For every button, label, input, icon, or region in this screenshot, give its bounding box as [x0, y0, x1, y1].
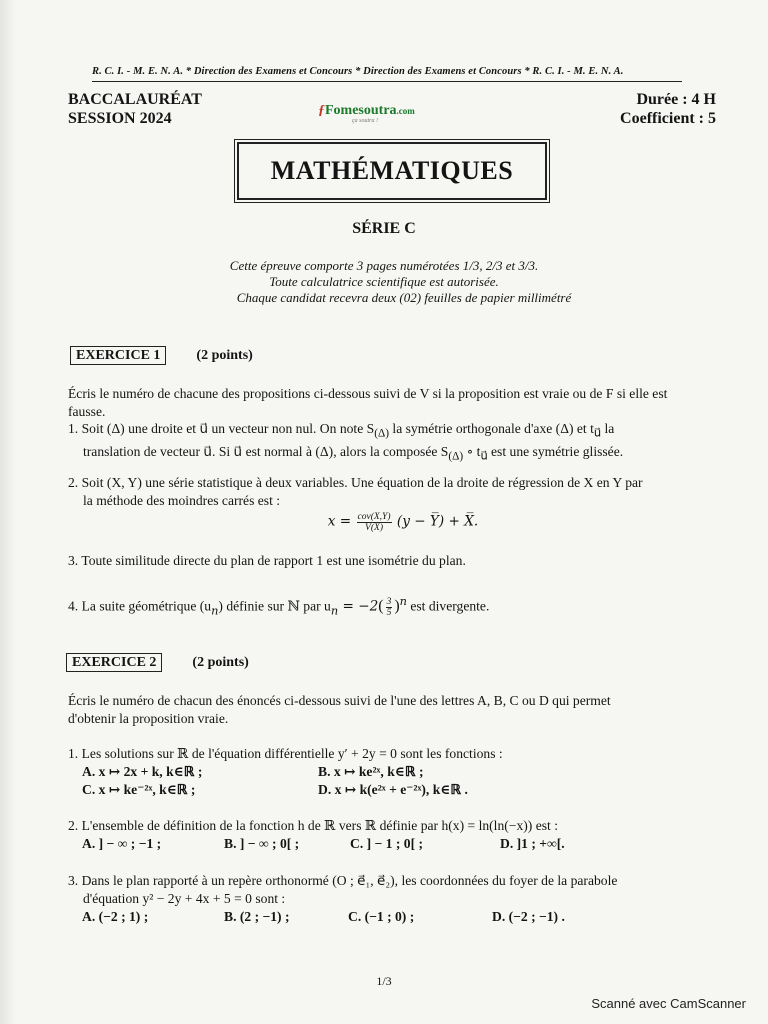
fraction-numerator: cov(X,Y) [357, 512, 391, 522]
item-1-line-2 [68, 443, 708, 466]
question-3-line-1 [68, 872, 708, 890]
choice-A: A. x ↦ 2x + k, k∈ℝ ; [82, 764, 203, 779]
exponent: n [399, 594, 407, 608]
item-text: ) définie sur ℕ par u [218, 598, 331, 614]
item-text: Soit (Δ) une droite et u⃗ un vecteur non nul. On note S [81, 421, 375, 436]
fraction-denominator: V(X) [365, 523, 383, 533]
exam-duration: Durée : 4 H [636, 91, 716, 108]
question-text: L'ensemble de définition de la fonction h de ℝ vers ℝ définie par h(x) = ln(ln(−x)) est : [81, 818, 558, 833]
choice-B: B. ] − ∞ ; 0[ ; [224, 836, 300, 851]
exercise-2-instruction [68, 692, 708, 728]
formula-lhs: x = [327, 513, 352, 530]
serie-label: SÉRIE C [352, 220, 416, 237]
exam-info [68, 90, 202, 128]
item-number: 1. [68, 421, 79, 436]
exercise-1-item-2 [68, 474, 708, 533]
item-text: Toute similitude directe du plan de rapport 1 est une isométrie du plan. [81, 553, 466, 568]
choice-A: A. (−2 ; 1) ; [82, 909, 149, 924]
question-text: Dans le plan rapporté à un repère orthonormé (O ; e⃗₁, e⃗₂), les coordonnées du foyer de la parabole [81, 873, 618, 888]
exercise-2-label: EXERCICE 2 [66, 653, 162, 672]
item-text: ∘ t [463, 443, 481, 459]
instruction-pages: Cette épreuve comporte 3 pages numérotées 1/3, 2/3 et 3/3. [229, 258, 539, 273]
exam-session: SESSION 2024 [68, 110, 172, 127]
item-number: 3. [68, 873, 79, 888]
logo-domain: .com [396, 106, 415, 116]
fraction-numerator: 3 [386, 596, 392, 607]
exercise-2-question-3 [68, 872, 708, 908]
formula-rhs: (y − Y̅) + X̅. [396, 513, 479, 530]
item-number: 2. [68, 818, 79, 833]
exam-meta [620, 90, 716, 128]
exam-coefficient: Coefficient : 5 [620, 110, 716, 127]
item-text: La suite géométrique (u [81, 598, 212, 614]
choice-B: B. (2 ; −1) ; [224, 909, 290, 924]
exercise-1-label: EXERCICE 1 [70, 346, 166, 365]
subscript: n [330, 603, 339, 618]
question-1-choices [82, 763, 702, 799]
subscript: u⃗ [593, 427, 602, 440]
item-number: 2. [68, 475, 79, 490]
item-1-line-1 [68, 420, 708, 443]
item-number: 4. [68, 598, 79, 614]
institution-header-line: R. C. I. - M. E. N. A. * Direction des Examens et Concours * Direction des Examens et Concours * R. C. I. - M. E. N. A. [92, 66, 624, 77]
item-number: 1. [68, 746, 79, 761]
exercise-1-item-3 [68, 552, 708, 570]
question-3-line-2: d'équation y² − 2y + 4x + 5 = 0 sont : [83, 891, 286, 906]
item-text: Soit (X, Y) une série statistique à deux variables. Une équation de la droite de régression de X en Y par [81, 475, 643, 490]
close-paren: ) [394, 597, 400, 615]
choice-B: B. x ↦ ke²ˣ, k∈ℝ ; [318, 764, 424, 779]
item-text: = −2 [338, 598, 379, 615]
exam-instructions [0, 258, 768, 306]
instruction-line-1: Écris le numéro de chacun des énoncés ci-dessous suivi de l'une des lettres A, B, C ou D qui permet [68, 693, 611, 708]
choice-D: D. x ↦ k(e²ˣ + e⁻²ˣ), k∈ℝ . [318, 782, 468, 797]
fomesoutra-logo [318, 103, 415, 124]
exercise-2-question-1 [68, 745, 708, 763]
exercise-2-question-2 [68, 817, 708, 835]
item-text: la [601, 421, 615, 436]
scan-edge-shadow [0, 0, 16, 1024]
subscript: n [211, 603, 219, 618]
choice-C: C. x ↦ ke⁻²ˣ, k∈ℝ ; [82, 782, 196, 797]
question-2-choices [82, 835, 702, 853]
formula-fraction [357, 512, 392, 533]
item-2-line-1 [68, 474, 708, 492]
choice-C: C. ] − 1 ; 0[ ; [350, 836, 424, 851]
instruction-calculator: Toute calculatrice scientifique est autorisée. [269, 274, 499, 289]
choice-D: D. (−2 ; −1) . [492, 909, 565, 924]
instruction-paper: Chaque candidat recevra deux (02) feuilles de papier millimétré [236, 290, 572, 305]
item-text: est divergente. [406, 598, 490, 614]
camscanner-watermark: Scanné avec CamScanner [591, 996, 746, 1011]
logo-slogan: ça soutra ! [352, 118, 378, 124]
fraction-denominator: 5 [386, 607, 392, 618]
subscript: (Δ) [374, 427, 390, 440]
instruction-line-2: d'obtenir la proposition vraie. [68, 711, 229, 726]
regression-formula [68, 512, 708, 533]
item-text: est une symétrie glissée. [487, 443, 624, 459]
item-number: 3. [68, 553, 79, 568]
exam-name: BACCALAURÉAT [68, 91, 202, 108]
item-text: translation de vecteur u⃗. Si u⃗ est normal à (Δ), alors la composée S [83, 443, 449, 459]
question-text: Les solutions sur ℝ de l'équation différentielle y′ + 2y = 0 sont les fonctions : [81, 746, 503, 761]
page-number: 1/3 [376, 974, 392, 988]
logo-swoosh-icon: ƒ [318, 103, 325, 118]
subscript: (Δ) [448, 450, 464, 463]
exercise-2-points: (2 points) [192, 655, 249, 670]
question-3-choices [82, 908, 702, 926]
item-2-line-2: la méthode des moindres carrés est : [83, 493, 281, 508]
exercise-1-item-4 [68, 592, 708, 619]
item-text: la symétrie orthogonale d'axe (Δ) et t [389, 421, 594, 436]
header-rule [92, 81, 682, 82]
exercise-2-heading [66, 653, 249, 672]
choice-A: A. ] − ∞ ; −1 ; [82, 836, 162, 851]
ratio-fraction [386, 597, 393, 618]
choice-C: C. (−1 ; 0) ; [348, 909, 415, 924]
subscript: u⃗ [480, 450, 488, 463]
logo-text: Fomesoutra [325, 103, 397, 118]
exercise-1-item-1 [68, 420, 708, 465]
exercise-1-heading [70, 346, 253, 365]
open-paren: ( [378, 597, 384, 615]
exercise-1-instruction: Écris le numéro de chacune des propositions ci-dessous suivi de V si la proposition est vraie ou de F si elle est fausse. [68, 386, 668, 419]
exercise-1-points: (2 points) [196, 348, 253, 363]
choice-D: D. ]1 ; +∞[. [500, 836, 565, 851]
subject-title: MATHÉMATIQUES [237, 142, 547, 200]
